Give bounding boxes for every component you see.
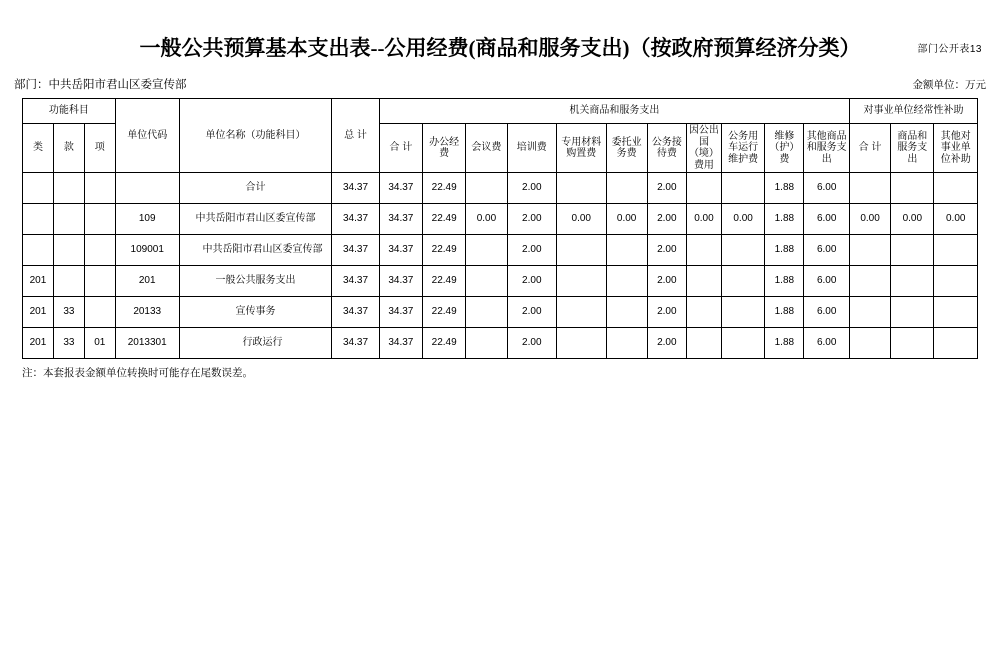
cell-repair: 1.88 — [765, 204, 804, 235]
table-row — [23, 297, 978, 328]
cell-sub-goods: 0.00 — [891, 204, 934, 235]
cell-meeting: 0.00 — [466, 204, 507, 235]
col-kuan: 款 — [53, 124, 84, 173]
cell-total: 34.37 — [332, 235, 379, 266]
cell-xiang — [84, 266, 115, 297]
cell-sub-total — [849, 297, 890, 328]
cell-unit-code — [115, 173, 179, 204]
cell-repair: 1.88 — [765, 235, 804, 266]
department-label: 部门：中共岳阳市君山区委宣传部 — [14, 79, 187, 91]
cell-lei: 201 — [23, 297, 54, 328]
cell-special-material — [557, 297, 606, 328]
meta-row — [0, 76, 1000, 92]
cell-reception: 2.00 — [647, 266, 686, 297]
cell-unit-name: 合计 — [179, 173, 332, 204]
cell-reception: 2.00 — [647, 204, 686, 235]
cell-kuan — [53, 266, 84, 297]
cell-kuan — [53, 235, 84, 266]
cell-sub-other — [934, 235, 978, 266]
table-row — [23, 173, 978, 204]
cell-xiang — [84, 235, 115, 266]
cell-abroad — [686, 173, 721, 204]
cell-other-goods: 6.00 — [804, 204, 850, 235]
cell-xiang — [84, 204, 115, 235]
budget-table — [22, 98, 978, 359]
cell-repair: 1.88 — [765, 173, 804, 204]
cell-lei: 201 — [23, 266, 54, 297]
cell-special-material — [557, 235, 606, 266]
cell-gs-total: 34.37 — [379, 173, 422, 204]
cell-unit-name: 中共岳阳市君山区委宣传部 — [179, 204, 332, 235]
cell-unit-name: 一般公共服务支出 — [179, 266, 332, 297]
cell-commission — [606, 328, 647, 359]
cell-abroad — [686, 328, 721, 359]
col-vehicle-expense: 公务用车运行维护费 — [721, 124, 764, 173]
cell-lei — [23, 235, 54, 266]
cell-special-material — [557, 328, 606, 359]
col-abroad-expense: 因公出国（境）费用 — [686, 124, 721, 173]
cell-meeting — [466, 266, 507, 297]
cell-special-material — [557, 266, 606, 297]
cell-sub-goods — [891, 173, 934, 204]
cell-reception: 2.00 — [647, 297, 686, 328]
cell-unit-name: 行政运行 — [179, 328, 332, 359]
cell-repair: 1.88 — [765, 328, 804, 359]
cell-abroad: 0.00 — [686, 204, 721, 235]
table-row — [23, 266, 978, 297]
cell-sub-goods — [891, 297, 934, 328]
cell-kuan — [53, 204, 84, 235]
cell-office: 22.49 — [423, 266, 466, 297]
cell-gs-total: 34.37 — [379, 235, 422, 266]
cell-lei — [23, 204, 54, 235]
cell-xiang: 01 — [84, 328, 115, 359]
cell-total: 34.37 — [332, 173, 379, 204]
cell-xiang — [84, 173, 115, 204]
cell-abroad — [686, 235, 721, 266]
table-row — [23, 235, 978, 266]
col-gs-total: 合 计 — [379, 124, 422, 173]
cell-unit-name: 宣传事务 — [179, 297, 332, 328]
cell-sub-total — [849, 173, 890, 204]
cell-vehicle — [721, 266, 764, 297]
cell-sub-other — [934, 266, 978, 297]
cell-xiang — [84, 297, 115, 328]
col-xiang: 项 — [84, 124, 115, 173]
cell-total: 34.37 — [332, 328, 379, 359]
cell-lei: 201 — [23, 328, 54, 359]
col-total: 总 计 — [332, 99, 379, 173]
cell-total: 34.37 — [332, 266, 379, 297]
cell-vehicle — [721, 328, 764, 359]
cell-repair: 1.88 — [765, 266, 804, 297]
cell-meeting — [466, 173, 507, 204]
table-body — [23, 173, 978, 359]
cell-reception: 2.00 — [647, 235, 686, 266]
col-unit-name: 单位名称（功能科目） — [179, 99, 332, 173]
amount-unit-label: 金额单位：万元 — [912, 79, 986, 91]
cell-total: 34.37 — [332, 297, 379, 328]
cell-unit-name: 中共岳阳市君山区委宣传部 — [179, 235, 332, 266]
col-group-institution-subsidy: 对事业单位经常性补助 — [849, 99, 977, 124]
cell-gs-total: 34.37 — [379, 328, 422, 359]
cell-unit-code: 2013301 — [115, 328, 179, 359]
cell-office: 22.49 — [423, 297, 466, 328]
cell-sub-total — [849, 266, 890, 297]
cell-gs-total: 34.37 — [379, 204, 422, 235]
col-subsidy-other: 其他对事业单位补助 — [934, 124, 978, 173]
col-group-function-subject: 功能科目 — [23, 99, 116, 124]
cell-sub-total — [849, 328, 890, 359]
cell-commission — [606, 297, 647, 328]
cell-commission — [606, 235, 647, 266]
cell-other-goods: 6.00 — [804, 328, 850, 359]
cell-sub-goods — [891, 266, 934, 297]
page-title: 一般公共预算基本支出表--公用经费(商品和服务支出)（按政府预算经济分类） — [139, 36, 861, 60]
col-subsidy-goods: 商品和服务支出 — [891, 124, 934, 173]
table-row — [23, 204, 978, 235]
cell-other-goods: 6.00 — [804, 173, 850, 204]
cell-total: 34.37 — [332, 204, 379, 235]
cell-sub-other: 0.00 — [934, 204, 978, 235]
col-subsidy-total: 合 计 — [849, 124, 890, 173]
table-row — [23, 328, 978, 359]
cell-training: 2.00 — [507, 266, 556, 297]
cell-office: 22.49 — [423, 204, 466, 235]
col-office-expense: 办公经费 — [423, 124, 466, 173]
cell-commission — [606, 266, 647, 297]
cell-reception: 2.00 — [647, 328, 686, 359]
cell-repair: 1.88 — [765, 297, 804, 328]
cell-office: 22.49 — [423, 235, 466, 266]
cell-gs-total: 34.37 — [379, 297, 422, 328]
cell-sub-goods — [891, 235, 934, 266]
cell-unit-code: 20133 — [115, 297, 179, 328]
col-group-goods-services: 机关商品和服务支出 — [379, 99, 849, 124]
cell-special-material — [557, 173, 606, 204]
cell-office: 22.49 — [423, 328, 466, 359]
cell-commission — [606, 173, 647, 204]
cell-unit-code: 201 — [115, 266, 179, 297]
cell-sub-other — [934, 297, 978, 328]
cell-meeting — [466, 297, 507, 328]
cell-sub-other — [934, 328, 978, 359]
col-lei: 类 — [23, 124, 54, 173]
cell-kuan: 33 — [53, 297, 84, 328]
cell-office: 22.49 — [423, 173, 466, 204]
col-special-material-expense: 专用材料购置费 — [557, 124, 606, 173]
cell-unit-code: 109001 — [115, 235, 179, 266]
cell-sub-total — [849, 235, 890, 266]
cell-sub-other — [934, 173, 978, 204]
cell-reception: 2.00 — [647, 173, 686, 204]
footer-note: 注：本套报表金额单位转换时可能存在尾数误差。 — [22, 367, 253, 379]
cell-sub-goods — [891, 328, 934, 359]
form-number-label: 部门公开表13 — [917, 44, 982, 55]
col-meeting-expense: 会议费 — [466, 124, 507, 173]
cell-training: 2.00 — [507, 328, 556, 359]
col-reception-expense: 公务接待费 — [647, 124, 686, 173]
cell-training: 2.00 — [507, 204, 556, 235]
cell-kuan — [53, 173, 84, 204]
col-commission-expense: 委托业务费 — [606, 124, 647, 173]
cell-sub-total: 0.00 — [849, 204, 890, 235]
cell-commission: 0.00 — [606, 204, 647, 235]
document-page — [0, 32, 1000, 667]
table-head — [23, 99, 978, 173]
cell-unit-code: 109 — [115, 204, 179, 235]
cell-vehicle — [721, 297, 764, 328]
cell-lei — [23, 173, 54, 204]
cell-gs-total: 34.37 — [379, 266, 422, 297]
cell-training: 2.00 — [507, 235, 556, 266]
col-other-goods-expense: 其他商品和服务支出 — [804, 124, 850, 173]
cell-meeting — [466, 328, 507, 359]
cell-training: 2.00 — [507, 297, 556, 328]
cell-training: 2.00 — [507, 173, 556, 204]
col-repair-expense: 维修（护）费 — [765, 124, 804, 173]
cell-vehicle — [721, 235, 764, 266]
cell-vehicle — [721, 173, 764, 204]
cell-kuan: 33 — [53, 328, 84, 359]
cell-other-goods: 6.00 — [804, 235, 850, 266]
cell-other-goods: 6.00 — [804, 266, 850, 297]
cell-other-goods: 6.00 — [804, 297, 850, 328]
cell-abroad — [686, 266, 721, 297]
col-training-expense: 培训费 — [507, 124, 556, 173]
cell-meeting — [466, 235, 507, 266]
col-unit-code: 单位代码 — [115, 99, 179, 173]
cell-abroad — [686, 297, 721, 328]
cell-vehicle: 0.00 — [721, 204, 764, 235]
cell-special-material: 0.00 — [557, 204, 606, 235]
